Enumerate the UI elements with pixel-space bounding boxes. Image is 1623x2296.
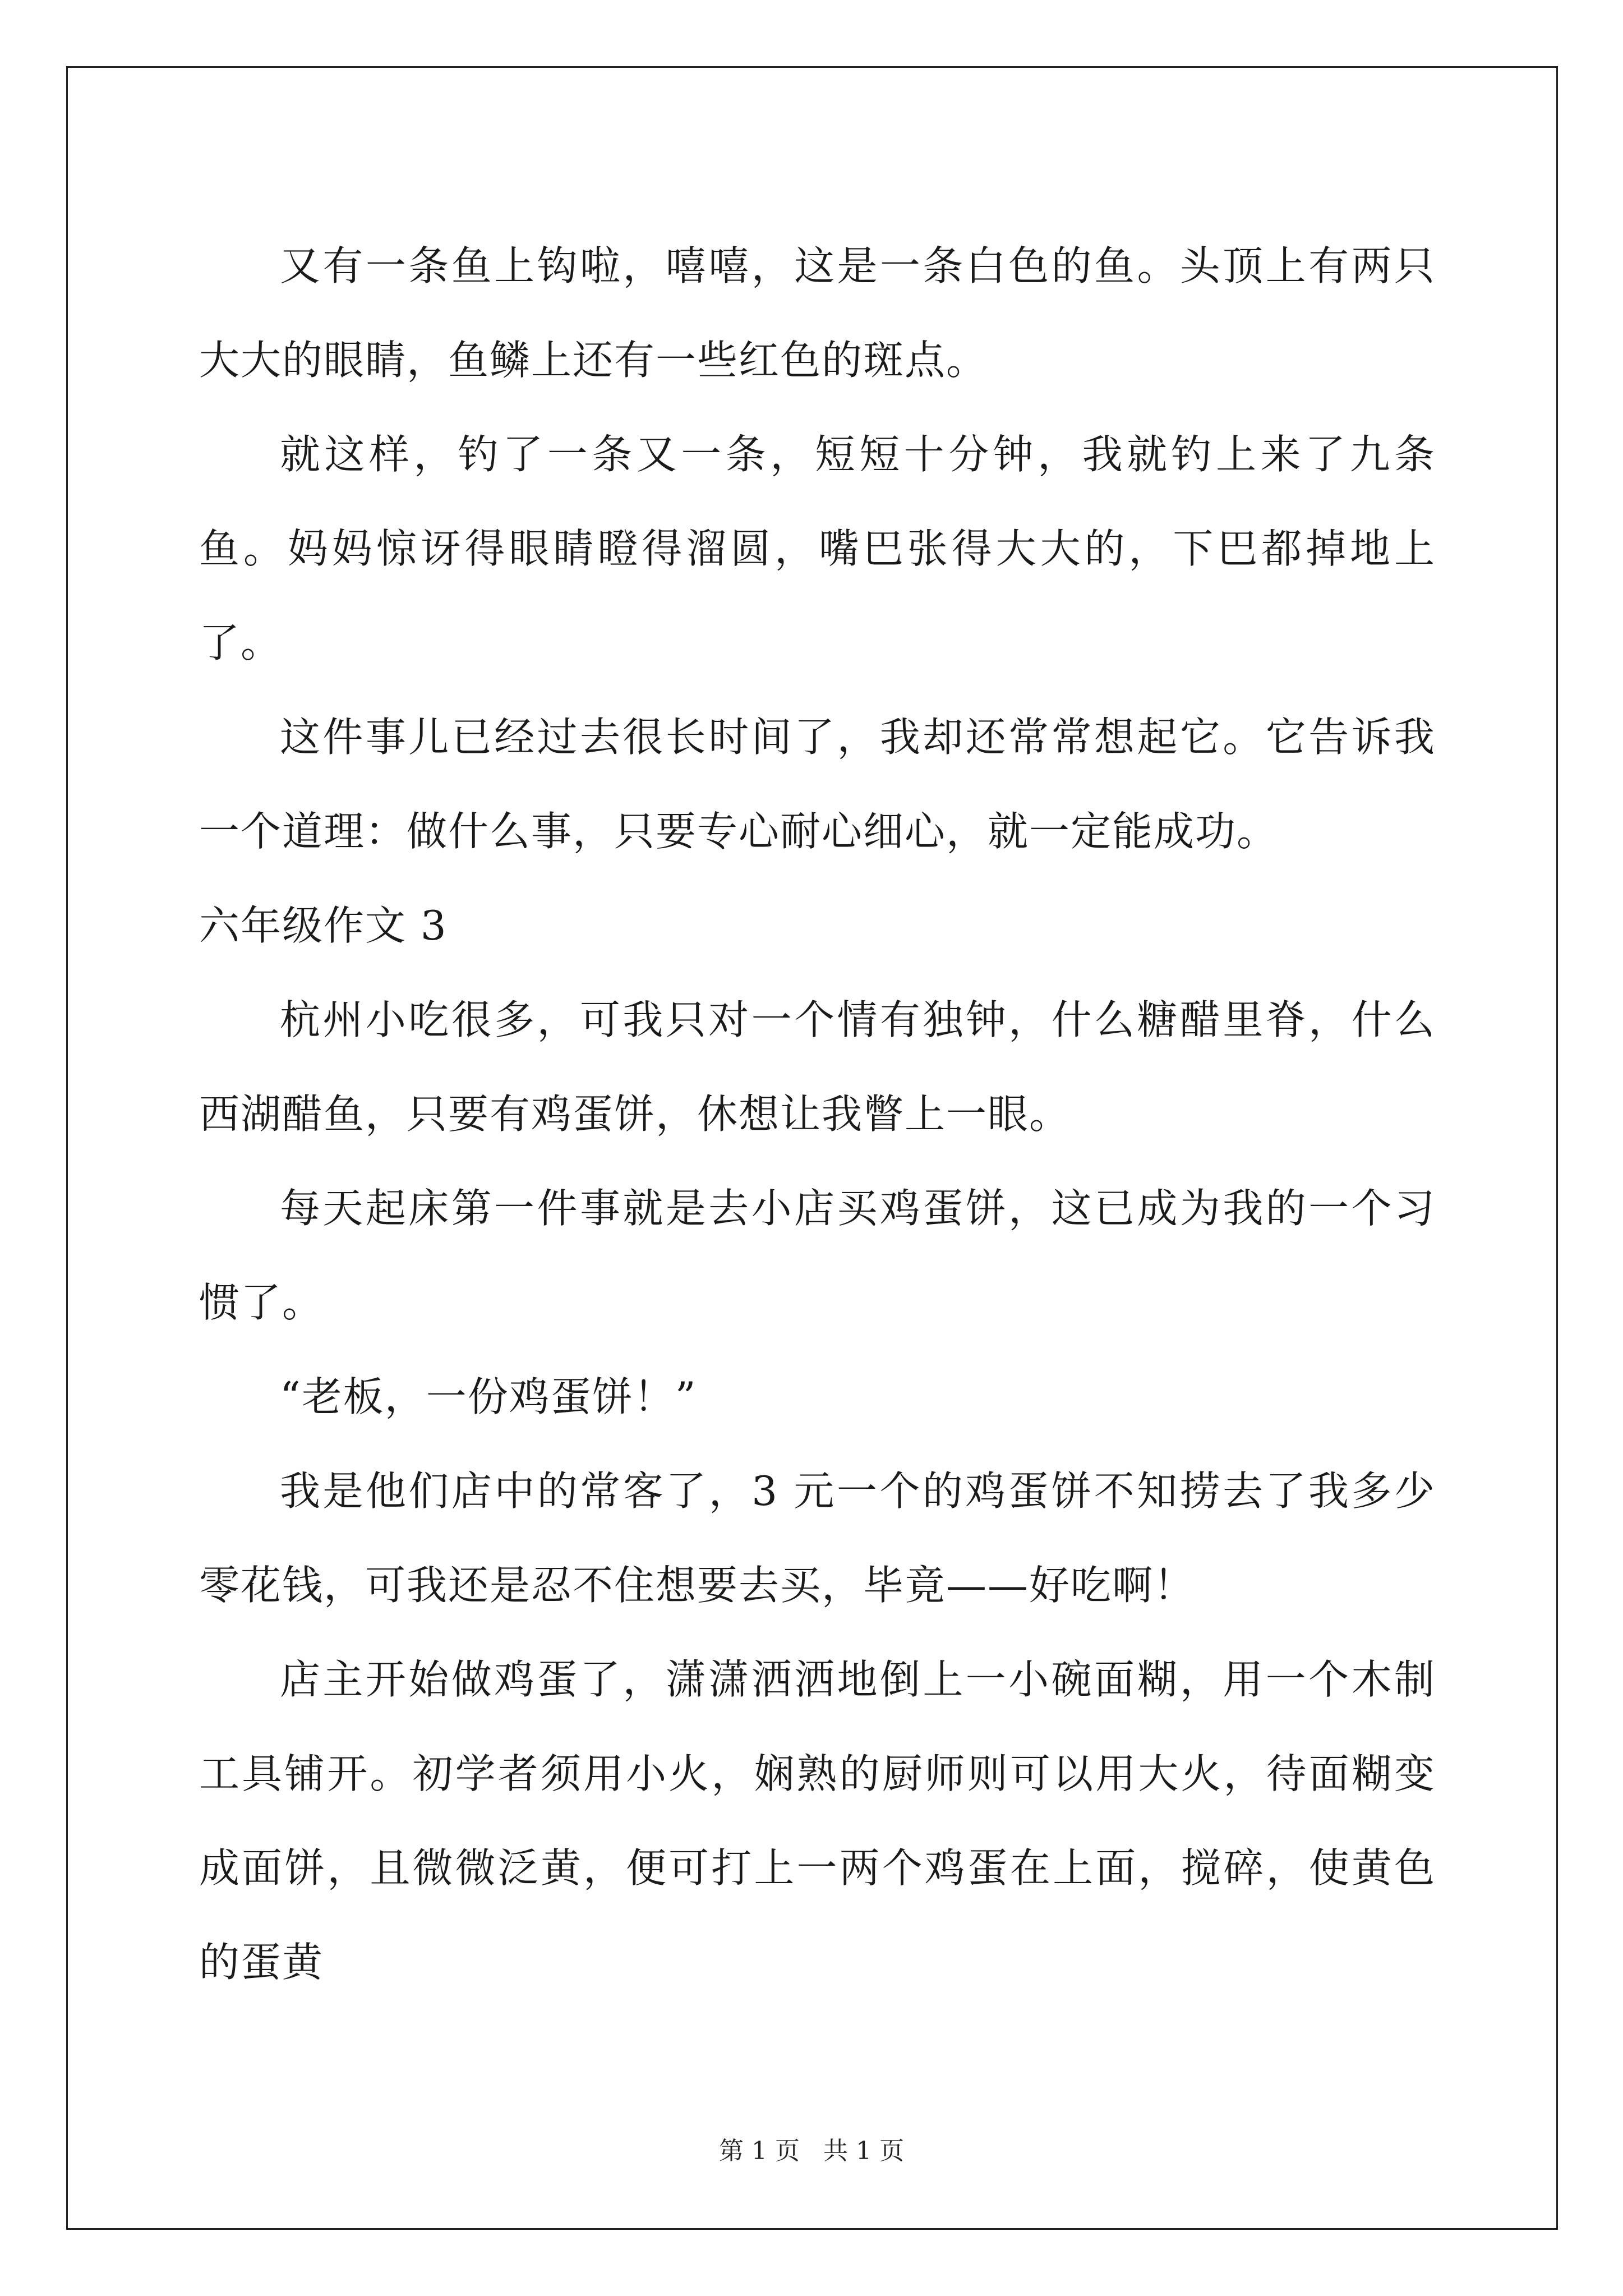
section-heading: 六年级作文 3 — [199, 902, 448, 949]
document-body — [199, 219, 1436, 2009]
paragraph: 店主开始做鸡蛋了，潇潇洒洒地倒上一小碗面糊，用一个木制工具铺开。初学者须用小火，娴熟的厨师则可以用大火，待面糊变成面饼，且微微泛黄，便可打上一两个鸡蛋在上面，搅碎，使黄色的蛋黄 — [199, 1656, 1436, 1986]
paragraph: “老板，一份鸡蛋饼！” — [280, 1373, 697, 1420]
paragraph: 杭州小吃很多，可我只对一个情有独钟，什么糖醋里脊，什么西湖醋鱼，只要有鸡蛋饼，休想让我瞥上一眼。 — [199, 996, 1436, 1138]
page-footer: 第 1 页 共 1 页 — [719, 2137, 904, 2165]
paragraph: 我是他们店中的常客了，3 元一个的鸡蛋饼不知捞去了我多少零花钱，可我还是忍不住想要去买，毕竟——好吃啊！ — [199, 1467, 1436, 1609]
paragraph: 就这样，钓了一条又一条，短短十分钟，我就钓上来了九条鱼。妈妈惊讶得眼睛瞪得溜圆，嘴巴张得大大的，下巴都掉地上了。 — [199, 431, 1436, 666]
paragraph: 又有一条鱼上钩啦，嘻嘻，这是一条白色的鱼。头顶上有两只大大的眼睛，鱼鳞上还有一些红色的斑点。 — [199, 242, 1436, 384]
paragraph: 每天起床第一件事就是去小店买鸡蛋饼，这已成为我的一个习惯了。 — [199, 1185, 1436, 1326]
paragraph: 这件事儿已经过去很长时间了，我却还常常想起它。它告诉我一个道理：做什么事，只要专心耐心细心，就一定能成功。 — [199, 714, 1436, 855]
